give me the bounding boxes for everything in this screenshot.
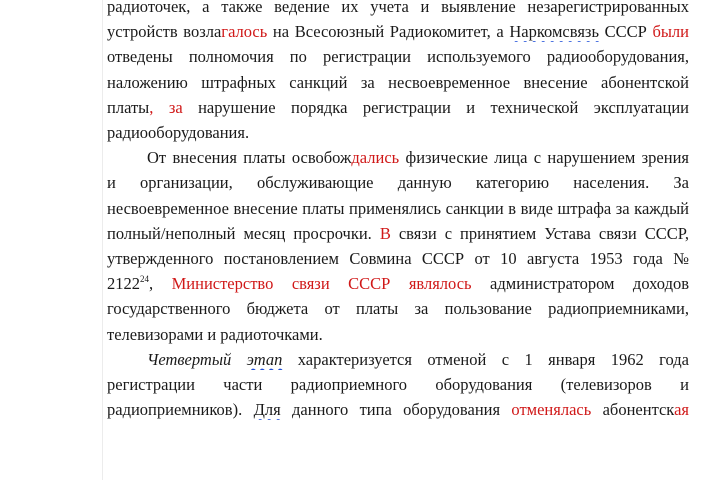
text-run: связи с принятием Устава связи СССР, bbox=[390, 223, 689, 243]
text-run: и организации, обслуживающие данную категорию населения. За bbox=[107, 173, 689, 193]
footnote-ref: 24 bbox=[140, 273, 149, 284]
text-run: 2122 bbox=[107, 274, 140, 294]
highlighted-text: были bbox=[652, 22, 689, 42]
text-line bbox=[107, 198, 689, 219]
text-run: администратором доходов bbox=[471, 274, 689, 294]
text-run bbox=[153, 98, 168, 117]
text-run: телевизорами и радиоточками. bbox=[107, 324, 323, 344]
highlighted-text: за bbox=[168, 97, 183, 117]
text-run: нарушение порядка регистрации и технической эксплуатации bbox=[182, 97, 689, 117]
text-line bbox=[107, 298, 689, 319]
highlighted-text: отменялась bbox=[511, 400, 592, 420]
text-line bbox=[107, 72, 689, 93]
highlighted-text: Четвертый bbox=[147, 349, 232, 369]
text-line bbox=[107, 97, 689, 118]
text-line bbox=[107, 172, 689, 193]
text-run: характеризуется отменой с 1 января 1962 года bbox=[282, 349, 689, 369]
text-line bbox=[107, 273, 689, 294]
text-run: государственного бюджета от платы за пользование радиоприемниками, bbox=[107, 299, 689, 319]
page-margin-line bbox=[102, 0, 103, 480]
text-run: отведены полномочия по регистрации используемого радиооборудования, bbox=[107, 47, 689, 67]
text-line bbox=[147, 349, 689, 370]
text-run: , bbox=[149, 274, 172, 294]
text-run: устройств возла bbox=[107, 22, 222, 42]
text-run: СССР bbox=[598, 22, 653, 42]
text-run: наложению штрафных санкций за несвоевременное внесение абонентской bbox=[107, 72, 689, 92]
text-run: радиоточек, а также ведение их учета и выявление незарегистрированных bbox=[107, 0, 689, 16]
text-line bbox=[107, 248, 689, 269]
text-run: регистрации части радиоприемного оборудования (телевизоров и bbox=[107, 375, 689, 394]
text-line bbox=[147, 147, 689, 168]
text-run: радиооборудования. bbox=[107, 123, 250, 142]
text-line bbox=[107, 324, 689, 345]
text-line bbox=[107, 399, 689, 420]
text-run: несвоевременное внесение платы применялись санкции в виде штрафа за каждый bbox=[107, 198, 689, 218]
text-run: платы bbox=[107, 97, 150, 117]
text-line bbox=[107, 374, 689, 395]
highlighted-text: этап bbox=[246, 349, 283, 369]
highlighted-text: В bbox=[379, 223, 391, 243]
highlighted-text: Наркомсвязь bbox=[509, 22, 599, 42]
highlighted-text: ая bbox=[674, 400, 689, 420]
text-line bbox=[107, 223, 689, 244]
text-line bbox=[107, 122, 689, 143]
text-line bbox=[107, 46, 689, 67]
text-run: полный/неполный месяц просрочки. bbox=[107, 223, 380, 243]
text-run: абонентск bbox=[591, 400, 675, 420]
highlighted-text: , bbox=[149, 97, 154, 117]
text-run: данного типа оборудования bbox=[280, 400, 512, 420]
text-run: От внесения платы освобож bbox=[147, 148, 352, 168]
highlighted-text: Министерство связи СССР являлось bbox=[171, 274, 472, 294]
text-run bbox=[231, 350, 246, 369]
text-run: утвержденного постановлением Совмина СССР от 10 августа 1953 года № bbox=[107, 249, 689, 268]
text-line bbox=[107, 0, 689, 17]
text-run: физические лица с нарушением зрения bbox=[399, 148, 689, 168]
text-line bbox=[107, 21, 689, 42]
text-run: радиоприемников). bbox=[107, 400, 254, 420]
highlighted-text: Для bbox=[253, 400, 281, 420]
highlighted-text: галось bbox=[221, 22, 268, 42]
highlighted-text: дались bbox=[351, 148, 400, 168]
text-run: на Всесоюзный Радиокомитет, а bbox=[267, 22, 510, 42]
